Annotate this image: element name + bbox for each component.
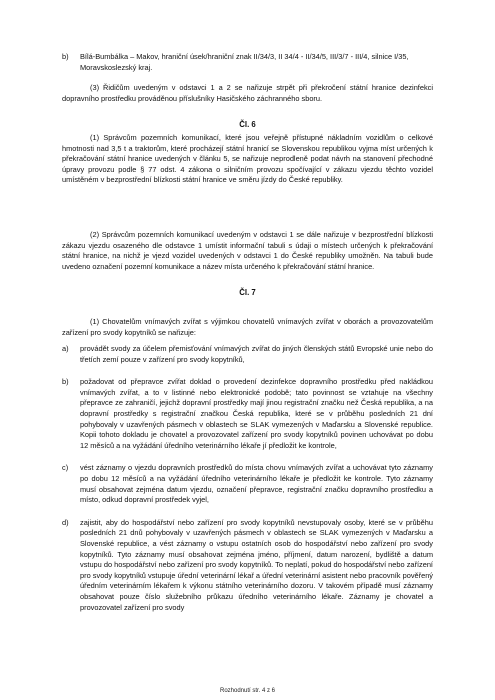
paragraph-6-3: (3) Řidičům uvedeným v odstavci 1 a 2 se nařizuje strpět při překročení státní hranice dezinfekci dopravního prostředku prováděnou příslušníky Hasičského záchranného sboru. <box>62 83 433 103</box>
list-item-b2 <box>62 377 433 451</box>
article-heading-7: Čl. 7 <box>239 288 256 298</box>
list-item-label: d) <box>62 517 69 527</box>
list-item-text: Bílá-Bumbálka – Makov, hraniční úsek/hraniční znak II/34/3, II 34/4 - II/34/5, III/3/7 - III/4, silnice I/35, Moravskoslezský kraj. <box>80 52 409 72</box>
list-item-label: b) <box>62 377 69 387</box>
paragraph-cl6-1: (1) Správcům pozemních komunikací, které jsou veřejně přístupné nákladním vozidlům o celkové hmotnosti nad 3,5 t a traktorům, které procházejí státní hranicí se Slovenskou republikou vyjma míst určených k překračování státní hranice uvedených v článku 5, se nařizuje neprodleně podat návrh na stanovení přechodné úpravy provozu podle § 77 odst. 4 zákona o silničním provozu spočívající v zákazu vjezdu těchto vozidel umístěném v bezprostřední blízkosti státní hranice ve směru jízdy do České republiky. <box>62 132 433 185</box>
list-item-c <box>62 463 433 505</box>
list-item-d <box>62 518 433 613</box>
article-heading-6: Čl. 6 <box>239 120 256 130</box>
list-item-text: zajistit, aby do hospodářství nebo zařízení pro svody kopytníků nevstupovaly osoby, které se v průběhu posledních 21 dnů pohybovaly v uzavřených pásmech v oblastech se SLAK vymezených v Maďarsku a Slovenské republice, a vést záznamy o vstupu ostatních osob do hospodářství nebo zařízení pro svody kopytníků. Tyto záznamy musí obsahovat zejména jméno, příjmení, datum narození, bydliště a datum vstupu do hospodářství nebo zařízení pro svody kopytníků. To neplatí, pokud do hospodářství nebo zařízení pro svody kopytníků vstupuje úřední veterinární lékař a úřední veterinární asistent nebo pracovník pověřený úředním veterinárním lékařem k výkonu státního veterinárního dozoru. V takovém případě musí záznamy obsahovat pouze číslo služebního průkazu úředního veterinárního lékaře. Záznamy je chovatel a provozovatel zařízení pro svody <box>80 517 433 612</box>
list-item-text: vést záznamy o vjezdu dopravních prostředků do místa chovu vnímavých zvířat a uchovávat tyto záznamy po dobu 12 měsíců a na vyžádání úředního veterinárního lékaře je předložit ke kontrole. Tyto záznamy musí obsahovat zejména datum vjezdu, označení přepravce, registrační značku dopravního prostředku a místo, odkud dopravní prostředek vyjel, <box>80 463 433 505</box>
page-footer: Rozhodnutí str. 4 z 6 <box>219 688 276 694</box>
list-item-text: provádět svody za účelem přemisťování vnímavých zvířat do jiných členských států Evropské unie nebo do třetích zemí pouze v zařízení pro svody kopytníků, <box>80 344 433 364</box>
paragraph-cl6-2: (2) Správcům pozemních komunikací uvedeným v odstavci 1 se dále nařizuje v bezprostřední blízkosti zákazu vjezdu osazeného dle odstavce 1 umístit informační tabuli s údaji o místech určených k překračování státní hranice, na nichž je vjezd vozidel uvedených v odstavci 1 do České republiky umožněn. Na tabuli bude uvedeno označení pozemní komunikace a název místa určeného k překračování státní hranice. <box>62 229 433 271</box>
list-item-b <box>62 52 433 73</box>
list-item-label: a) <box>62 344 69 354</box>
list-item-label: c) <box>62 463 69 473</box>
list-item-label: b) <box>62 52 69 61</box>
list-item-a <box>62 344 433 365</box>
list-item-text: požadovat od přepravce zvířat doklad o provedení dezinfekce dopravního prostředku před nakládkou vnímavých zvířat, a to v listinné nebo elektronické podobě; tato povinnost se vztahuje na všechny přepravce ze zahraničí, jejichž dopravní prostředky mají jinou registrační značku než Česká republika, a na dopravní prostředky s registrační značkou Česká republika, které se v průběhu posledních 21 dní pohybovaly v uzavřených pásmech v oblastech se SLAK vymezených v Maďarsku a Slovenské republice. Kopii tohoto dokladu je chovatel a provozovatel zařízení pro svody kopytníků povinen uchovávat po dobu 12 měsíců a na vyžádání úředního veterinárního lékaře jí předložit ke kontrole, <box>80 377 433 450</box>
paragraph-cl7-1: (1) Chovatelům vnímavých zvířat s výjimkou chovatelů vnímavých zvířat v oborách a provozovatelům zařízení pro svody kopytníků se nařizuje: <box>62 316 433 337</box>
